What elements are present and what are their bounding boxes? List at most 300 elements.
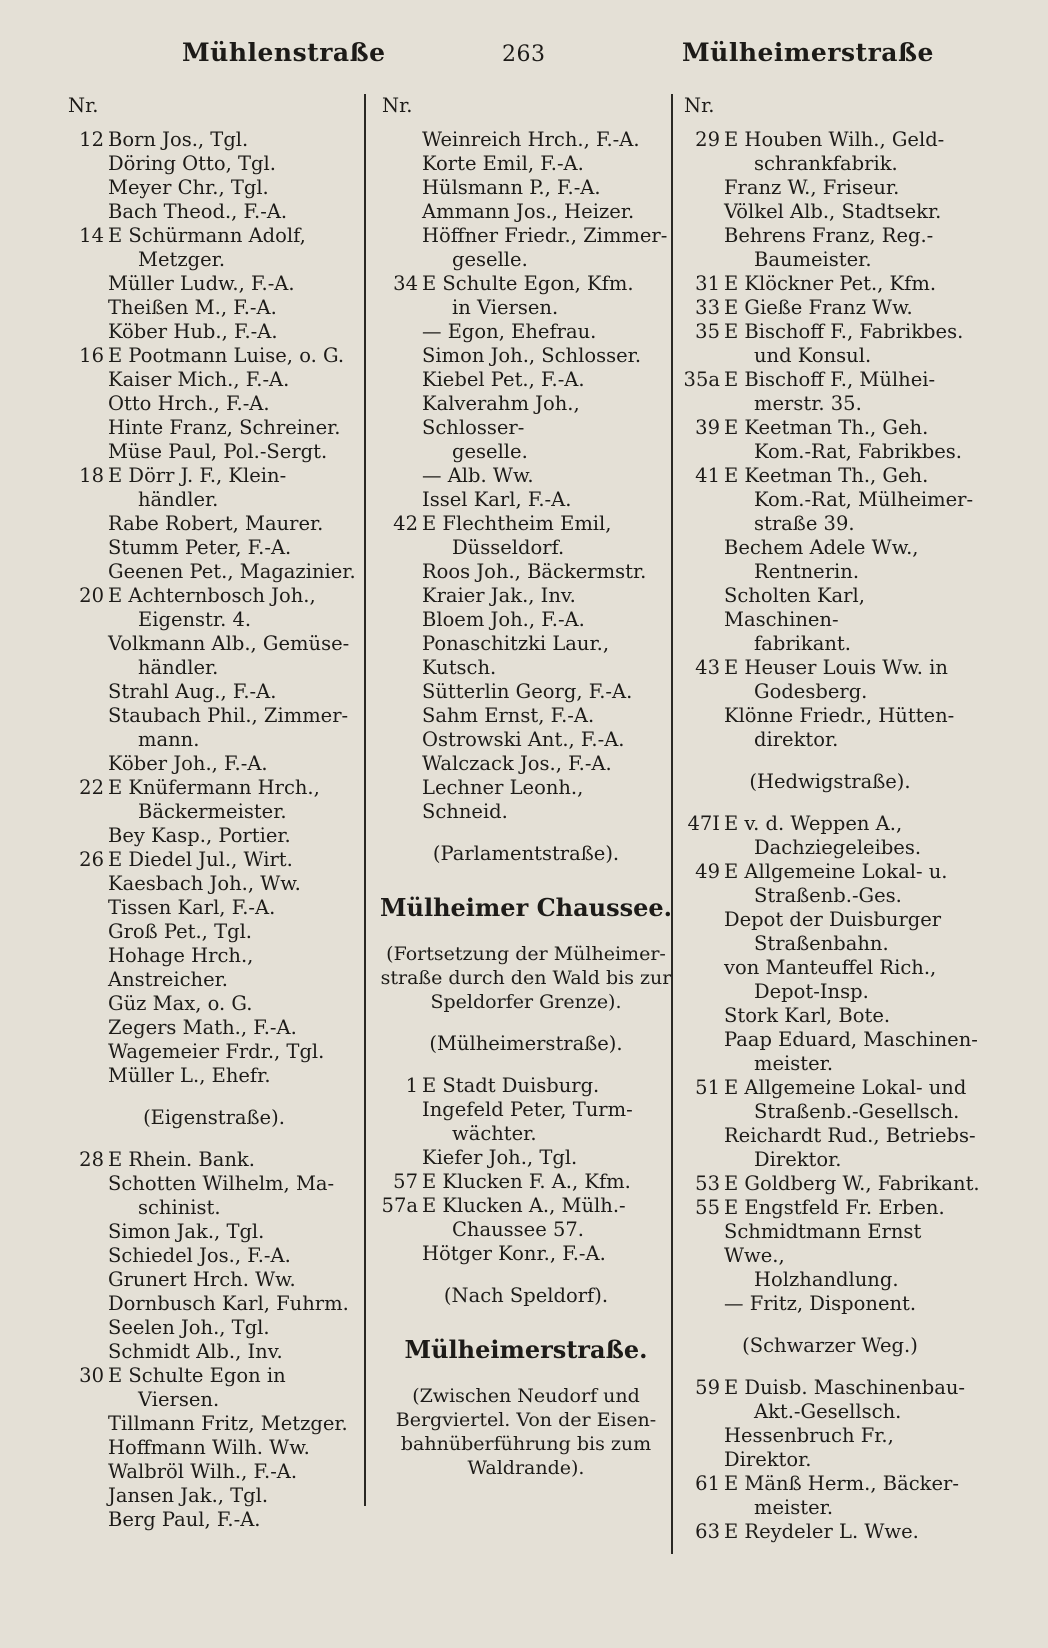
column-head: Nr. [684, 94, 715, 117]
resident-text: E Klucken A., Mülh.- [422, 1194, 626, 1217]
entry-list [680, 128, 980, 752]
directory-entry [64, 1244, 364, 1268]
entry-list [680, 812, 980, 1316]
resident-text-continuation: in Viersen. [452, 296, 559, 319]
directory-entry [64, 272, 364, 296]
resident-text-continuation: meister. [754, 1052, 834, 1075]
directory-entry [378, 1098, 674, 1146]
resident-text-continuation: Baumeister. [754, 248, 872, 271]
resident-text: Simon Joh., Schlosser. [422, 344, 642, 367]
resident-text: Franz W., Friseur. [724, 176, 900, 199]
resident-text: Müse Paul, Pol.-Sergt. [108, 440, 328, 463]
directory-entry [64, 1016, 364, 1040]
resident-text-continuation: Depot-Insp. [754, 980, 869, 1003]
resident-text-continuation: und Konsul. [754, 344, 872, 367]
house-number: 30 [79, 1364, 104, 1387]
directory-entry [378, 680, 674, 704]
house-number: 39 [695, 416, 720, 439]
resident-text: E Diedel Jul., Wirt. [108, 848, 293, 871]
resident-text: E Gieße Franz Ww. [724, 296, 913, 319]
resident-text: Wagemeier Frdr., Tgl. [108, 1040, 325, 1063]
directory-entry [378, 344, 674, 368]
resident-text: Volkmann Alb., Gemüse- [108, 632, 350, 655]
resident-text: Grunert Hrch. Ww. [108, 1268, 296, 1291]
entry-list [378, 1074, 674, 1266]
resident-text: — Fritz, Disponent. [724, 1292, 917, 1315]
resident-text: Groß Pet., Tgl. [108, 920, 253, 943]
resident-text: E Knüfermann Hrch., [108, 776, 320, 799]
resident-text: E Schulte Egon in [108, 1364, 286, 1387]
resident-text: E v. d. Weppen A., [724, 812, 903, 835]
directory-entry [64, 152, 364, 176]
resident-text: E Klucken F. A., Kfm. [422, 1170, 631, 1193]
house-number: 63 [695, 1520, 720, 1543]
house-number: 49 [695, 860, 720, 883]
resident-text-continuation: mann. [138, 728, 200, 751]
resident-text: Müller Ludw., F.-A. [108, 272, 295, 295]
directory-entry [680, 200, 980, 224]
directory-entry [378, 512, 674, 560]
resident-text-continuation: Holzhandlung. [754, 1268, 899, 1291]
directory-entry [680, 464, 980, 536]
directory-entry [680, 956, 980, 1004]
entry-list [680, 1376, 980, 1544]
resident-text: Ostrowski Ant., F.-A. [422, 728, 625, 751]
directory-entry [378, 752, 674, 776]
directory-entry [64, 464, 364, 512]
resident-text-continuation: Straßenb.-Gesellsch. [754, 1100, 960, 1123]
directory-entry [680, 1172, 980, 1196]
running-head-left: Mühlenstraße [182, 38, 386, 67]
directory-entry [378, 488, 674, 512]
resident-text: Meyer Chr., Tgl. [108, 176, 269, 199]
directory-entry [680, 1196, 980, 1220]
resident-text: Lechner Leonh., Schneid. [422, 776, 584, 823]
house-number: 1 [405, 1074, 418, 1097]
resident-text: Sütterlin Georg, F.-A. [422, 680, 633, 703]
resident-text: Höffner Friedr., Zimmer- [422, 224, 668, 247]
directory-entry [64, 584, 364, 632]
directory-entry [64, 320, 364, 344]
directory-entry [680, 1472, 980, 1520]
directory-entry [680, 128, 980, 176]
directory-entry [64, 1340, 364, 1364]
resident-text: E Schulte Egon, Kfm. [422, 272, 634, 295]
resident-text: Ammann Jos., Heizer. [422, 200, 635, 223]
directory-entry [680, 320, 980, 368]
resident-text: E Flechtheim Emil, [422, 512, 612, 535]
directory-entry [64, 1508, 364, 1532]
resident-text: Roos Joh., Bäckermstr. [422, 560, 647, 583]
resident-text: von Manteuffel Rich., [724, 956, 937, 979]
resident-text: Born Jos., Tgl. [108, 128, 249, 151]
directory-entry [64, 1148, 364, 1172]
section-heading: (Mülheimerstraße). [429, 1032, 623, 1055]
resident-text-continuation: fabrikant. [754, 632, 851, 655]
directory-entry [64, 128, 364, 152]
directory-entry [64, 368, 364, 392]
directory-entry [680, 1424, 980, 1472]
directory-entry [64, 560, 364, 584]
resident-text: Hinte Franz, Schreiner. [108, 416, 341, 439]
house-number: 18 [79, 464, 104, 487]
resident-text: E Rhein. Bank. [108, 1148, 255, 1171]
resident-text: Bechem Adele Ww., [724, 536, 919, 559]
directory-entry [680, 1028, 980, 1076]
house-number: 16 [79, 344, 104, 367]
resident-text: E Stadt Duisburg. [422, 1074, 600, 1097]
directory-entry [64, 704, 364, 752]
resident-text: Stumm Peter, F.-A. [108, 536, 292, 559]
directory-entry [64, 1268, 364, 1292]
directory-entry [64, 440, 364, 464]
resident-text: Walczack Jos., F.-A. [422, 752, 612, 775]
directory-entry [680, 1292, 980, 1316]
directory-entry [378, 320, 674, 344]
resident-text: E Dörr J. F., Klein- [108, 464, 287, 487]
page-number: 263 [502, 42, 546, 67]
resident-text: E Keetman Th., Geh. [724, 416, 929, 439]
directory-entry [64, 824, 364, 848]
directory-entry [64, 1364, 364, 1412]
resident-text: Stork Karl, Bote. [724, 1004, 891, 1027]
column-head: Nr. [68, 94, 99, 117]
resident-text: Korte Emil, F.-A. [422, 152, 584, 175]
directory-entry [378, 1146, 674, 1170]
directory-entry [64, 1316, 364, 1340]
house-number: 55 [695, 1196, 720, 1219]
resident-text-continuation: Rentnerin. [754, 560, 860, 583]
directory-entry [64, 224, 364, 272]
resident-text-continuation: Chaussee 57. [452, 1218, 584, 1241]
directory-entry [64, 632, 364, 680]
section-heading: (Nach Speldorf). [443, 1284, 609, 1307]
resident-text: Kraier Jak., Inv. [422, 584, 576, 607]
directory-entry [680, 704, 980, 752]
house-number: 57 [393, 1170, 418, 1193]
directory-entry [680, 1004, 980, 1028]
directory-entry [64, 872, 364, 896]
directory-entry [378, 200, 674, 224]
resident-text: Rabe Robert, Maurer. [108, 512, 324, 535]
directory-entry [64, 680, 364, 704]
resident-text: Paap Eduard, Maschinen- [724, 1028, 978, 1051]
resident-text: E Schürmann Adolf, [108, 224, 306, 247]
house-number: 41 [695, 464, 720, 487]
resident-text: Schotten Wilhelm, Ma- [108, 1172, 335, 1195]
directory-entry [64, 344, 364, 368]
resident-text: Dornbusch Karl, Fuhrm. [108, 1292, 349, 1315]
resident-text: Zegers Math., F.-A. [108, 1016, 297, 1039]
resident-text: — Alb. Ww. [422, 464, 534, 487]
resident-text: Sahm Ernst, F.-A. [422, 704, 595, 727]
resident-text: Behrens Franz, Reg.- [724, 224, 934, 247]
running-head-right: Mülheimerstraße [682, 38, 934, 67]
house-number: 42 [393, 512, 418, 535]
directory-entry [64, 1292, 364, 1316]
resident-text-continuation: merstr. 35. [754, 392, 862, 415]
directory-entry [64, 1460, 364, 1484]
resident-text: E Pootmann Luise, o. G. [108, 344, 345, 367]
resident-text: Depot der Duisburger [724, 908, 942, 931]
resident-text-continuation: Straßenb.-Ges. [754, 884, 902, 907]
directory-entry [680, 1124, 980, 1172]
resident-text: Müller L., Ehefr. [108, 1064, 271, 1087]
directory-entry [378, 560, 674, 584]
resident-text-continuation: Kom.-Rat, Mülheimer-straße 39. [754, 488, 974, 535]
resident-text-continuation: geselle. [452, 440, 528, 463]
resident-text-continuation: Dachziegeleibes. [754, 836, 922, 859]
directory-entry [378, 632, 674, 680]
directory-entry [378, 392, 674, 464]
resident-text: Seelen Joh., Tgl. [108, 1316, 270, 1339]
resident-text: Bach Theod., F.-A. [108, 200, 288, 223]
directory-entry [378, 176, 674, 200]
resident-text-continuation: schinist. [138, 1196, 221, 1219]
section-heading: (Schwarzer Weg.) [742, 1334, 918, 1357]
directory-entry [64, 944, 364, 992]
resident-text: Tillmann Fritz, Metzger. [108, 1412, 348, 1435]
section-heading: (Parlamentstraße). [432, 842, 620, 865]
resident-text: E Keetman Th., Geh. [724, 464, 929, 487]
resident-text: Scholten Karl, Maschinen- [724, 584, 865, 631]
resident-text: Döring Otto, Tgl. [108, 152, 276, 175]
resident-text-continuation: wächter. [452, 1122, 537, 1145]
directory-entry [680, 1376, 980, 1424]
house-number: 20 [79, 584, 104, 607]
resident-text: E Reydeler L. Wwe. [724, 1520, 919, 1543]
house-number: 12 [79, 128, 104, 151]
resident-text-continuation: Straßenbahn. [754, 932, 889, 955]
directory-entry [64, 536, 364, 560]
resident-text: Staubach Phil., Zimmer- [108, 704, 349, 727]
section-heading: (Hedwigstraße). [749, 770, 911, 793]
resident-text: Theißen M., F.-A. [108, 296, 277, 319]
resident-text: E Houben Wilh., Geld- [724, 128, 945, 151]
resident-text: E Mänß Herm., Bäcker- [724, 1472, 959, 1495]
resident-text: E Allgemeine Lokal- u. [724, 860, 948, 883]
directory-entry [378, 224, 674, 272]
directory-entry [64, 896, 364, 920]
directory-entry [680, 224, 980, 272]
resident-text: Bloem Joh., F.-A. [422, 608, 585, 631]
directory-entry [680, 368, 980, 416]
directory-entry [680, 908, 980, 956]
resident-text-continuation: Kom.-Rat, Fabrikbes. [754, 440, 962, 463]
directory-entry [64, 1412, 364, 1436]
directory-entry [64, 200, 364, 224]
directory-entry [378, 152, 674, 176]
resident-text-continuation: Düsseldorf. [452, 536, 565, 559]
resident-text: Strahl Aug., F.-A. [108, 680, 277, 703]
column-right [680, 94, 980, 1544]
street-title: Mülheimer Chaussee. [379, 893, 673, 922]
resident-text: Walbröl Wilh., F.-A. [108, 1460, 298, 1483]
directory-entry [378, 1170, 674, 1194]
house-number: 59 [695, 1376, 720, 1399]
resident-text: E Bischoff F., Mülhei- [724, 368, 936, 391]
resident-text: E Bischoff F., Fabrikbes. [724, 320, 964, 343]
resident-text: Hoffmann Wilh. Ww. [108, 1436, 310, 1459]
directory-entry [680, 1520, 980, 1544]
directory-entry [64, 416, 364, 440]
directory-entry [680, 1220, 980, 1292]
house-number: 43 [695, 656, 720, 679]
directory-entry [680, 416, 980, 464]
resident-text: Otto Hrch., F.-A. [108, 392, 270, 415]
directory-entry [64, 392, 364, 416]
resident-text: Bey Kasp., Portier. [108, 824, 291, 847]
resident-text-continuation: Bäckermeister. [138, 800, 287, 823]
directory-entry [64, 1172, 364, 1220]
directory-entry [680, 860, 980, 908]
resident-text: Reichardt Rud., Betriebs- [724, 1124, 976, 1147]
resident-text: E Engstfeld Fr. Erben. [724, 1196, 945, 1219]
directory-entry [64, 512, 364, 536]
column-left [64, 94, 364, 1532]
resident-text: — Egon, Ehefrau. [422, 320, 597, 343]
resident-text: Simon Jak., Tgl. [108, 1220, 265, 1243]
resident-text-continuation: schrankfabrik. [754, 152, 898, 175]
resident-text: E Allgemeine Lokal- und [724, 1076, 967, 1099]
directory-entry [64, 1436, 364, 1460]
entry-list [64, 128, 364, 1088]
resident-text: Geenen Pet., Magazinier. [108, 560, 356, 583]
resident-text: Schiedel Jos., F.-A. [108, 1244, 291, 1267]
directory-entry [64, 848, 364, 872]
directory-entry [64, 296, 364, 320]
directory-entry [64, 992, 364, 1016]
column-middle [378, 94, 674, 1480]
house-number: 31 [695, 272, 720, 295]
resident-text-continuation: Eigenstr. 4. [138, 608, 252, 631]
house-number: 53 [695, 1172, 720, 1195]
directory-entry [378, 272, 674, 320]
column-head: Nr. [382, 94, 413, 117]
resident-text: Klönne Friedr., Hütten- [724, 704, 955, 727]
directory-entry [680, 176, 980, 200]
house-number: 29 [695, 128, 720, 151]
directory-entry [378, 1194, 674, 1242]
resident-text-continuation: händler. [138, 488, 219, 511]
directory-entry [378, 704, 674, 728]
resident-text: Köber Joh., F.-A. [108, 752, 268, 775]
directory-entry [680, 536, 980, 584]
resident-text-continuation: direktor. [754, 728, 839, 751]
resident-text: Schmidtmann Ernst Wwe., [724, 1220, 922, 1267]
street-title: Mülheimerstraße. [404, 1335, 648, 1364]
directory-entry [64, 752, 364, 776]
directory-entry [378, 1074, 674, 1098]
resident-text: Hülsmann P., F.-A. [422, 176, 601, 199]
resident-text-continuation: meister. [754, 1496, 834, 1519]
resident-text: Jansen Jak., Tgl. [108, 1484, 269, 1507]
resident-text-continuation: Viersen. [138, 1388, 220, 1411]
directory-entry [680, 812, 980, 860]
resident-text: Hohage Hrch., Anstreicher. [108, 944, 254, 991]
directory-entry [680, 296, 980, 320]
resident-text: Schmidt Alb., Inv. [108, 1340, 283, 1363]
house-number: 22 [79, 776, 104, 799]
resident-text: Kaiser Mich., F.-A. [108, 368, 290, 391]
entry-list [378, 128, 674, 824]
house-number: 61 [695, 1472, 720, 1495]
house-number: 26 [79, 848, 104, 871]
resident-text: Kiebel Pet., F.-A. [422, 368, 585, 391]
resident-text: Kiefer Joh., Tgl. [422, 1146, 578, 1169]
directory-entry [378, 584, 674, 608]
resident-text: Kalverahm Joh., Schlosser- [422, 392, 580, 439]
resident-text: Kaesbach Joh., Ww. [108, 872, 301, 895]
entry-list [64, 1148, 364, 1532]
resident-text: Hessenbruch Fr., Direktor. [724, 1424, 894, 1471]
resident-text: Völkel Alb., Stadtsekr. [724, 200, 942, 223]
directory-entry [378, 776, 674, 824]
resident-text: Issel Karl, F.-A. [422, 488, 572, 511]
house-number: 35a [683, 368, 720, 391]
resident-text: Tissen Karl, F.-A. [108, 896, 276, 919]
directory-entry [378, 728, 674, 752]
house-number: 14 [79, 224, 104, 247]
directory-entry [64, 1064, 364, 1088]
directory-entry [680, 272, 980, 296]
house-number: 51 [695, 1076, 720, 1099]
resident-text-continuation: Godesberg. [754, 680, 868, 703]
street-note: (Fortsetzung der Mülheimer-straße durch den Wald bis zur Speldorfer Grenze). [380, 943, 672, 1013]
directory-entry [64, 1220, 364, 1244]
directory-entry [680, 584, 980, 656]
resident-text: E Goldberg W., Fabrikant. [724, 1172, 980, 1195]
street-note: (Zwischen Neudorf und Bergviertel. Von der Eisen-bahnüberführung bis zum Waldrande). [395, 1385, 657, 1479]
resident-text-continuation: händler. [138, 656, 219, 679]
house-number: 33 [695, 296, 720, 319]
house-number: 34 [393, 272, 418, 295]
directory-entry [378, 608, 674, 632]
resident-text: Hötger Konr., F.-A. [422, 1242, 606, 1265]
directory-entry [680, 1076, 980, 1124]
directory-entry [680, 656, 980, 704]
directory-entry [64, 1484, 364, 1508]
resident-text-continuation: geselle. [452, 248, 528, 271]
resident-text: Ponaschitzki Laur., Kutsch. [422, 632, 610, 679]
resident-text: Berg Paul, F.-A. [108, 1508, 261, 1531]
house-number: 35 [695, 320, 720, 343]
resident-text: E Klöckner Pet., Kfm. [724, 272, 937, 295]
directory-entry [378, 1242, 674, 1266]
directory-entry [64, 1040, 364, 1064]
resident-text: Weinreich Hrch., F.-A. [422, 128, 640, 151]
column-rule-left [364, 94, 366, 1506]
resident-text-continuation: Direktor. [754, 1148, 842, 1171]
resident-text-continuation: Akt.-Gesellsch. [754, 1400, 902, 1423]
resident-text: E Heuser Louis Ww. in [724, 656, 948, 679]
directory-entry [378, 464, 674, 488]
resident-text: Güz Max, o. G. [108, 992, 253, 1015]
resident-text: E Duisb. Maschinenbau- [724, 1376, 965, 1399]
resident-text-continuation: Metzger. [138, 248, 226, 271]
section-heading: (Eigenstraße). [143, 1106, 285, 1129]
directory-entry [378, 128, 674, 152]
directory-entry [64, 176, 364, 200]
resident-text: Köber Hub., F.-A. [108, 320, 278, 343]
house-number: 57a [381, 1194, 418, 1217]
directory-entry [378, 368, 674, 392]
house-number: 47I [687, 812, 720, 835]
resident-text: Ingefeld Peter, Turm- [422, 1098, 633, 1121]
resident-text: E Achternbosch Joh., [108, 584, 316, 607]
house-number: 28 [79, 1148, 104, 1171]
directory-entry [64, 776, 364, 824]
